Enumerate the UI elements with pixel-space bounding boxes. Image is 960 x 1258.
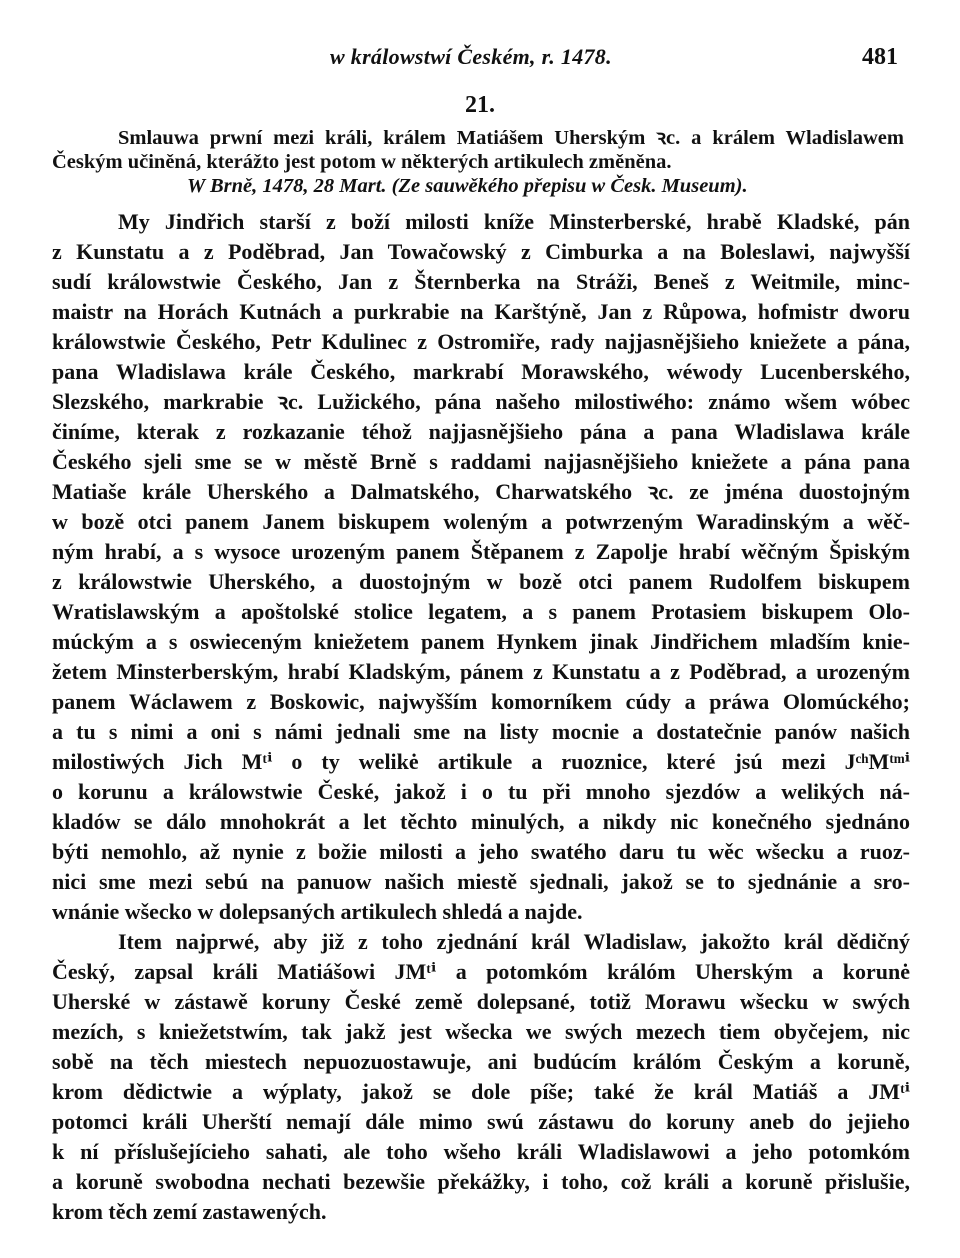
text-line: krom těch zemí zastawených.	[52, 1199, 327, 1224]
summary-line: Českým učiněná, kterážto jest potom w některých artikulech změněna.	[52, 151, 672, 173]
text-line: Uherské w zástawě koruny České země dolepsané, totiž Morawu wšecku w swých	[52, 989, 910, 1014]
document-summary	[52, 126, 904, 174]
text-line: Českého sjeli sme se w městě Brně s raddami najjasnějšieho kniežete a pána pana	[52, 449, 910, 474]
page-number: 481	[862, 44, 898, 70]
text-line: žetem Minsterberským, hrabí Kladským, pánem z Kunstatu a z Poděbrad, a urozeným	[52, 659, 910, 684]
text-line: a koruně swobodna nechati bezewšie překážky, i toho, což králi a koruně přislušie,	[52, 1169, 910, 1194]
body-text	[52, 207, 910, 1227]
text-line: Wratislawským a apoštolské stolice legatem, a s panem Protasiem biskupem Olo-	[52, 599, 910, 624]
text-line: z králowstwie Uherského, a duostojným w bozě otci panem Rudolfem biskupem	[52, 569, 910, 594]
text-line: maistr na Horách Kutnách a purkrabie na Karštýně, Jan z Růpowa, hofmistr dworu	[52, 299, 910, 324]
text-line: sobě na těch miestech nepuozuostawuje, ani budúcím králóm Českým a koruně,	[52, 1049, 910, 1074]
text-line: milostiwých Jich Mᵗⁱ o ty welikė artikule a ruoznice, které jsú mezi JᶜʰMᵗᵐⁱ	[52, 749, 910, 774]
text-line: ným hrabí, a s wysoce urozeným panem Štěpanem z Zapolje hrabí wěčným Špiským	[52, 539, 910, 564]
text-line: mezích, s kniežetstwím, tak jakž jest wšecka we swých mezech tiem obyčejem, nic	[52, 1019, 910, 1044]
text-line: potomci králi Uherští nemají dále mimo swú zástawu do koruny aneb do jejieho	[52, 1109, 910, 1134]
text-line: kladów se dálo mnohokrát a let těchto minulých, a nikdy nic konečného sjednáno	[52, 809, 910, 834]
text-line: Slezského, markrabie ꝛc. Lužického, pána našeho milostiwého: známo wšem wóbec	[52, 389, 910, 414]
document-heading	[52, 126, 904, 198]
running-title: w králowstwí Českém, r. 1478.	[330, 44, 612, 69]
text-line: w bozě otci panem Janem biskupem woleným a potwrzeným Waradinským a wěč-	[52, 509, 910, 534]
text-line: Item najprwé, aby již z toho zjednání král Wladislaw, jakožto král dědičný	[118, 929, 910, 954]
text-line: krom dědictwie a wýplaty, jakož se dole píše; také že král Matiáš a JMᵗⁱ	[52, 1079, 910, 1104]
text-line: činíme, kterak z rozkazanie téhož najjasnějšieho pána a pana Wladislawa krále	[52, 419, 910, 444]
paragraph-2	[52, 927, 910, 1227]
text-line: o korunu a králowstwie České, jakož i o tu při mnoho sjezdów a welikých ná-	[52, 779, 910, 804]
text-line: a tu s nimi a oni s námi jednali sme na listy mocnie a dostatečnie panów našich	[52, 719, 910, 744]
text-line: Matiaše krále Uherského a Dalmatského, Charwatského ꝛc. ze jména duostojným	[52, 479, 910, 504]
text-line: My Jindřich starší z boží milosti kníže Minsterberské, hrabě Kladské, pán	[118, 209, 910, 234]
text-line: králowstwie Českého, Petr Kdulinec z Ostromiře, rady najjasnějšieho kniežete a pána,	[52, 329, 910, 354]
document-number: 21.	[465, 92, 495, 118]
text-line: k ní příslušejícieho sahati, ale toho wšeho králi Wladislawowi a jeho potomkóm	[52, 1139, 910, 1164]
text-line: pana Wladislawa krále Českého, markrabí Morawského, wéwody Lucenberského,	[52, 359, 910, 384]
text-line: nici sme mezi sebú na panuow našich miestě sjednali, jakož se to sjednánie a sro-	[52, 869, 910, 894]
text-line: múckým a s oswieceným kniežetem panem Hynkem jinak Jindřichem mladším knie-	[52, 629, 910, 654]
text-line: wnánie wšecko w dolepsaných artikulech shledá a najde.	[52, 899, 583, 924]
text-line: býti nemohlo, až nynie z božie milosti a jeho swatého daru tu wěc wšecku a ruoz-	[52, 839, 910, 864]
text-line: sudí králowstwie Českého, Jan z Šternberka na Stráži, Beneš z Weitmile, minc-	[52, 269, 910, 294]
text-line: z Kunstatu a z Poděbrad, Jan Towačowský z Cimburka a na Boleslawi, najwyšší	[52, 239, 910, 264]
text-line: panem Wáclawem z Boskowic, najwyšším komorníkem cúdy a práwa Olomúckého;	[52, 689, 910, 714]
document-source: W Brně, 1478, 28 Mart. (Ze sauwěkého přepisu w Česk. Museum).	[187, 175, 748, 197]
text-line: Český, zapsal králi Matiášowi JMᵗⁱ a potomkóm králóm Uherským a korunė	[52, 959, 910, 984]
summary-line: Smlauwa prwní mezi králi, králem Matiášem Uherským ꝛc. a králem Wladislawem	[118, 127, 904, 149]
paragraph-1	[52, 207, 910, 927]
